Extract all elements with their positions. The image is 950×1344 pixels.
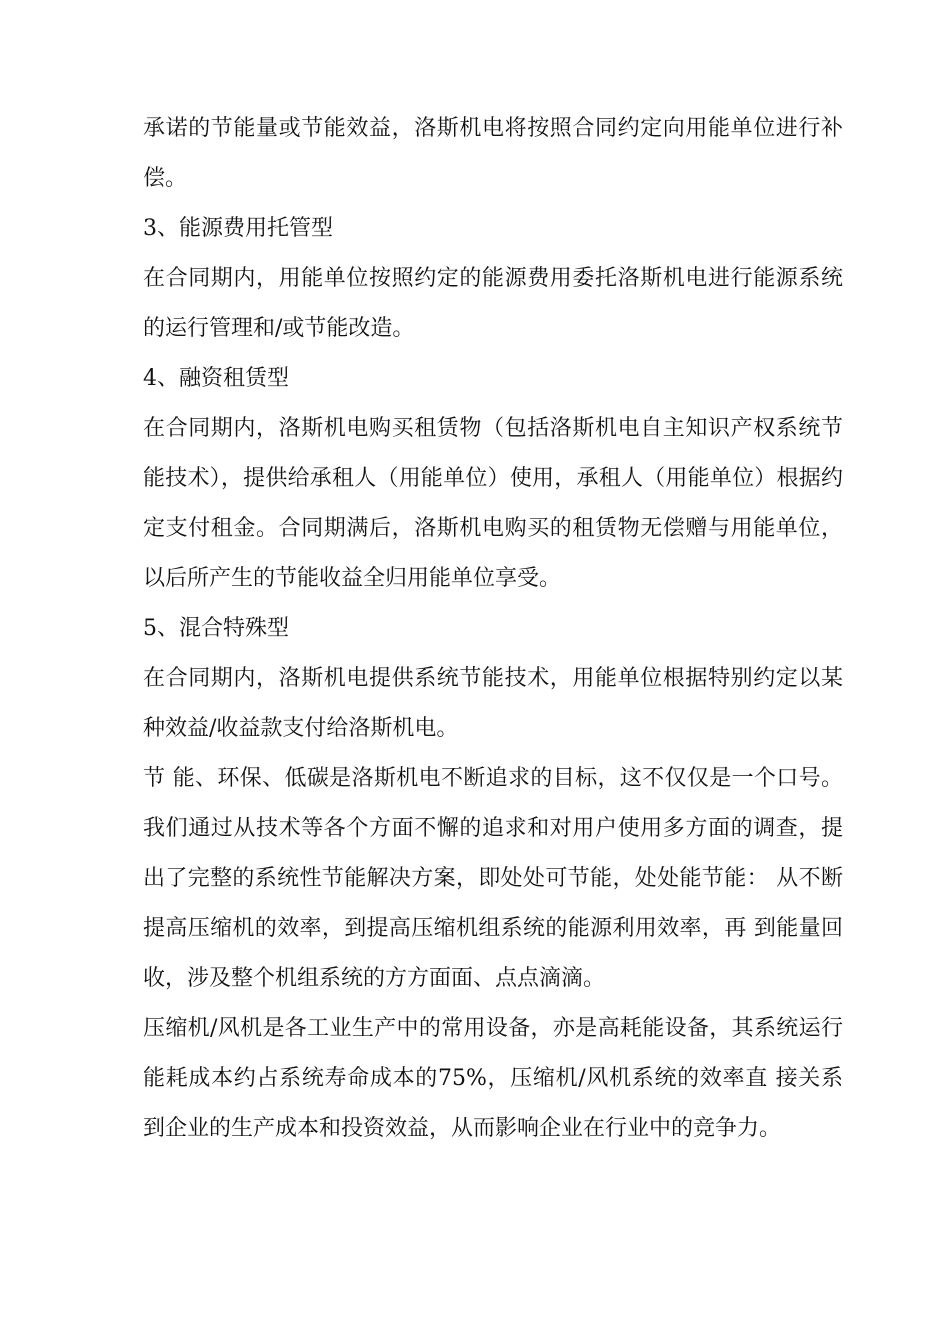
paragraph-finance-lease: 在合同期内，洛斯机电购买租赁物（包括洛斯机电自主知识产权系统节能技术），提供给承租人（用能单位）使用，承租人（用能单位）根据约定支付租金。合同期满后，洛斯机电购买的租赁物无偿赠与用能单位，以后所产生的节能收益全归用能单位享受。 <box>143 416 843 591</box>
paragraph-compensation: 承诺的节能量或节能效益，洛斯机电将按照合同约定向用能单位进行补偿。 <box>143 116 843 191</box>
paragraph-compressor-fan: 压缩机/风机是各工业生产中的常用设备，亦是高耗能设备，其系统运行能耗成本约占系统寿命成本的75%，压缩机/风机系统的效率直 接关系到企业的生产成本和投资效益，从而影响企业在行业中的竞争力。 <box>143 1016 843 1141</box>
heading-energy-cost-trust: 3、能源费用托管型 <box>143 216 333 241</box>
paragraph-energy-saving-goal: 节 能、环保、低碳是洛斯机电不断追求的目标，这不仅仅是一个口号。我们通过从技术等各个方面不懈的追求和对用户使用多方面的调查，提出了完整的系统性节能解决方案，即处处可节能，处处能节能： 从不断提高压缩机的效率，到提高压缩机组系统的能源利用效率，再 到能量回收，涉及整个机组系统的方方面面、点点滴滴。 <box>143 766 843 991</box>
paragraph-energy-cost-trust: 在合同期内，用能单位按照约定的能源费用委托洛斯机电进行能源系统的运行管理和/或节能改造。 <box>143 266 843 341</box>
heading-finance-lease: 4、融资租赁型 <box>143 366 289 391</box>
paragraph-hybrid-special: 在合同期内，洛斯机电提供系统节能技术，用能单位根据特别约定以某种效益/收益款支付给洛斯机电。 <box>143 666 843 741</box>
document-body <box>143 104 843 1154</box>
heading-hybrid-special: 5、混合特殊型 <box>143 616 289 641</box>
